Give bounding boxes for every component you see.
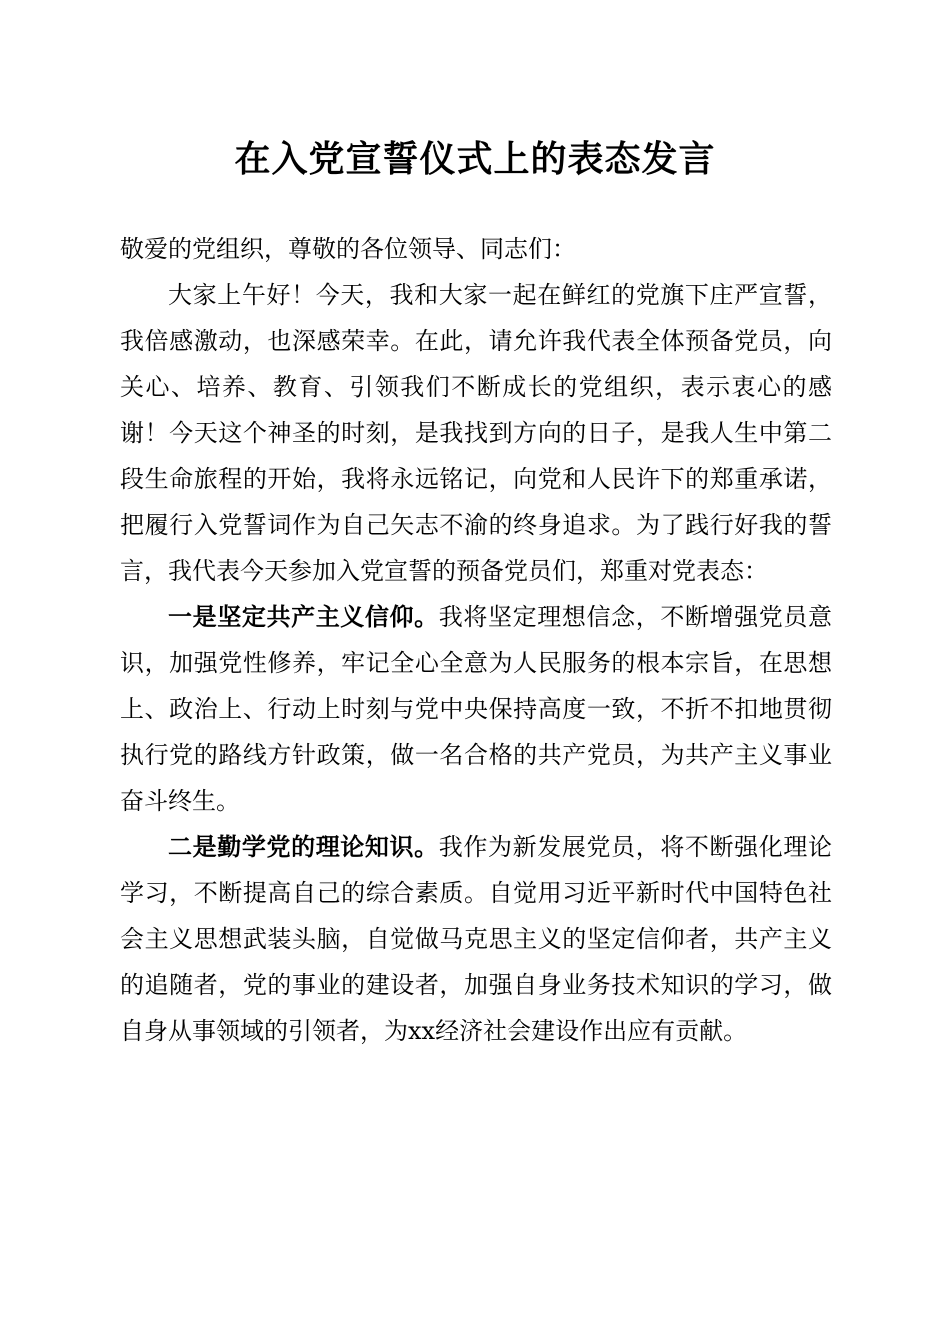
document-body xyxy=(120,226,832,1054)
paragraph-point-one xyxy=(120,594,832,824)
paragraph-lead: 二是勤学党的理论知识。 xyxy=(168,832,439,861)
paragraph-lead: 一是坚定共产主义信仰。 xyxy=(168,602,439,631)
page-title: 在入党宣誓仪式上的表态发言 xyxy=(234,138,716,180)
paragraph-text: 我作为新发展党员，将不断强化理论学习，不断提高自己的综合素质。自觉用习近平新时代中国特色社会主义思想武装头脑，自觉做马克思主义的坚定信仰者，共产主义的追随者，党的事业的建设者，加强自身业务技术知识的学习，做自身从事领域的引领者，为xx经济社会建设作出应有贡献。 xyxy=(120,833,833,1045)
paragraph-point-two xyxy=(120,824,832,1054)
paragraph-text: 大家上午好！今天，我和大家一起在鲜红的党旗下庄严宣誓，我倍感激动，也深感荣幸。在此，请允许我代表全体预备党员，向关心、培养、教育、引领我们不断成长的党组织，表示衷心的感谢！今天这个神圣的时刻，是我找到方向的日子，是我人生中第二段生命旅程的开始，我将永远铭记，向党和人民许下的郑重承诺，把履行入党誓词作为自己矢志不渝的终身追求。为了践行好我的誓言，我代表今天参加入党宣誓的预备党员们，郑重对党表态： xyxy=(120,281,832,585)
paragraph-opening xyxy=(120,272,832,594)
salutation: 敬爱的党组织，尊敬的各位领导、同志们： xyxy=(120,235,576,263)
paragraph-text: 我将坚定理想信念，不断增强党员意识，加强党性修养，牢记全心全意为人民服务的根本宗旨，在思想上、政治上、行动上时刻与党中央保持高度一致，不折不扣地贯彻执行党的路线方针政策，做一名合格的共产党员，为共产主义事业奋斗终生。 xyxy=(120,603,833,815)
